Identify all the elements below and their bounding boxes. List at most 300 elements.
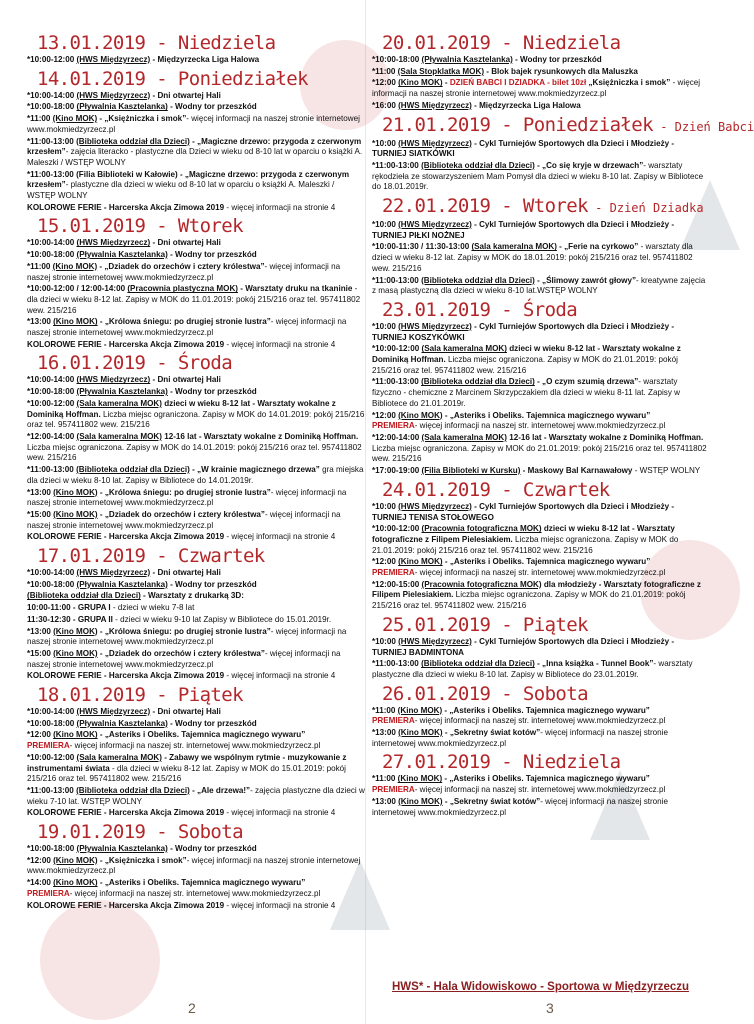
premiere-label: PREMIERA: [372, 568, 415, 578]
event-title: - Wodny tor przeszkód: [167, 718, 257, 728]
event-item: [27, 137, 365, 169]
event-time: KOLOROWE FERIE: [27, 532, 102, 542]
event-details: - warsztaty rękodzieła ze stowarzyszeniem Mam Pomysł dla dzieci w wieku 8-10 lat. Zapisy w Bibliotece do 18.01.2019r.: [372, 160, 704, 192]
event-time: *12:00: [27, 730, 51, 740]
event-item: [27, 262, 365, 283]
event-time: *11:00: [372, 705, 396, 715]
event-title: - Wodny tor przeszkód: [167, 579, 257, 589]
event-item: [372, 557, 707, 578]
event-details: gra miejska dla dzieci w wieku 8-10 lat. Zapisy w Bibliotece do 14.01.2019r.: [27, 465, 364, 485]
premiere-label: PREMIERA: [372, 785, 415, 795]
day-heading: [382, 752, 707, 773]
event-item: [372, 774, 707, 795]
day-date: 18.01.2019 - Piątek: [37, 684, 243, 707]
event-venue: (Kino MOK): [398, 78, 443, 88]
event-details: - więcej informacji na naszej stronie internetowej www.mokmiedzyrzecz.pl: [372, 796, 668, 817]
event-item: [372, 706, 707, 727]
event-venue: (Kino MOK): [397, 774, 443, 784]
event-item: [372, 797, 707, 818]
event-item: [372, 161, 707, 193]
event-venue: (HWS Międzyrzecz): [398, 321, 472, 331]
event-item: [27, 91, 365, 102]
day-section: [372, 300, 707, 477]
event-title: - Wodny tor przeszkód: [167, 102, 257, 112]
day-date: 21.01.2019 - Poniedziałek: [382, 113, 653, 136]
event-details: - więcej informacji na stronie 4: [224, 202, 336, 212]
event-item: [372, 411, 707, 432]
event-details: - więcej informacji na naszej stronie internetowej www.mokmiedzyrzecz.pl: [27, 855, 361, 876]
event-title: - Wodny tor przeszkód: [167, 844, 257, 854]
day-date: 13.01.2019 - Niedziela: [37, 32, 276, 54]
event-title: - Cykl Turniejów Sportowych dla Dzieci i Młodzieży - TURNIEJ PIŁKI NOŻNEJ: [372, 220, 675, 240]
event-details: - dzieci w wieku 7-8 lat: [110, 603, 195, 613]
event-title: - „Asteriks i Obeliks. Tajemnica magicznego wywaru”: [442, 774, 650, 784]
event-title: - „Ślimowy zawrót głowy”: [534, 275, 637, 285]
event-time: *10:00-18:00: [27, 844, 75, 854]
event-title: - „Królowa śniegu: po drugiej stronie lustra”: [97, 317, 271, 327]
day-date: 19.01.2019 - Sobota: [37, 821, 243, 844]
event-details: Liczba miejsc ograniczona. Zapisy w MOK do 21.01.2019: pokój 215/216 oraz tel. 957411802 wew. 215/216: [372, 355, 678, 375]
event-time: *10:00-18:00: [27, 250, 75, 260]
event-venue: (Kino MOK): [398, 728, 443, 738]
event-venue: (Sala kameralna MOK): [76, 752, 162, 762]
page-number: 2: [188, 1000, 196, 1016]
event-details: - dla dzieci w wieku 8-12 lat. Zapisy w MOK do 11.01.2019: pokój 215/216 oraz tel. 957411802 wew. 215/216: [27, 284, 361, 315]
event-venue: (Kino MOK): [53, 317, 98, 327]
day-date: 24.01.2019 - Czwartek: [382, 478, 610, 501]
event-title: - Cykl Turniejów Sportowych dla Dzieci i Młodzieży - TURNIEJ TENISA STOŁOWEGO: [372, 501, 675, 522]
event-details: Liczba miejsc ograniczona. Zapisy w MOK do 14.01.2019: pokój 215/216 oraz tel. 957411802 wew. 215/216: [27, 442, 362, 463]
event-time: *14:00: [27, 878, 51, 888]
event-time: *12:00: [372, 78, 396, 88]
event-item: [372, 322, 707, 343]
ornament-decoration: [40, 900, 160, 1020]
event-time: *10:00: [372, 321, 396, 331]
event-title: - Dni otwartej Hali: [150, 90, 221, 100]
event-item: [372, 466, 707, 477]
event-time: *10:00-18:00: [27, 102, 75, 112]
event-title: - „Księżniczka i smok”: [97, 855, 187, 865]
event-title: - Cykl Turniejów Sportowych dla Dzieci i Młodzieży - TURNIEJ KOSZYKÓWKI: [372, 321, 675, 342]
event-time: *11:00: [372, 774, 396, 784]
event-venue: (HWS Międzyrzecz): [76, 568, 151, 578]
event-details: - więcej informacji na stronie 4: [224, 808, 336, 818]
event-details: Liczba miejsc ograniczona. Zapisy w MOK do 21.01.2019: pokój 215/216 oraz tel. 957411802 wew. 215/216: [372, 443, 707, 464]
event-details: - więcej informacji na naszej stronie internetowej www.mokmiedzyrzecz.pl: [27, 648, 341, 669]
event-title: - Maskowy Bal Karnawałowy: [520, 466, 633, 476]
day-section: [27, 216, 365, 350]
event-details: - więcej informacji na naszej stronie internetowej www.mokmiedzyrzecz.pl: [27, 317, 347, 338]
event-item: [372, 101, 707, 112]
event-venue: (Kino MOK): [398, 796, 443, 806]
day-subtitle: - Dzień Babci: [652, 119, 754, 134]
event-venue: (Biblioteka oddział dla Dzieci): [421, 659, 535, 669]
event-venue: (Biblioteka oddział dla Dzieci): [421, 377, 535, 387]
event-venue: (Kino MOK): [53, 509, 98, 519]
event-item: [372, 580, 707, 612]
event-time: *11:00-13:00: [27, 169, 74, 179]
event-time: *12:00-14:00: [372, 432, 420, 442]
event-details: - więcej informacji na naszej str. internetowej www.mokmiedzyrzecz.pl: [69, 741, 321, 751]
event-venue: (Filia Biblioteki w Kursku): [421, 466, 521, 476]
event-venue: (Sala Stopklatka MOK): [397, 66, 485, 76]
event-venue: (Sala kameralna MOK): [471, 242, 557, 252]
event-venue: (Kino MOK): [53, 487, 98, 497]
event-title: - „Ale drzewa!”: [189, 785, 251, 795]
event-details: - więcej informacji na naszej str. internetowej www.mokmiedzyrzecz.pl: [69, 888, 321, 898]
day-heading: [37, 353, 365, 374]
day-date: 22.01.2019 - Wtorek: [382, 195, 588, 218]
event-item: [372, 55, 707, 66]
event-time: *10:00: [372, 138, 396, 148]
day-date: 26.01.2019 - Sobota: [382, 682, 588, 705]
event-time: *15:00: [27, 509, 51, 519]
event-venue: (HWS Międzyrzecz): [76, 375, 151, 385]
event-title: - Wodny tor przeszkód: [167, 387, 257, 397]
event-item: [27, 510, 365, 531]
event-time: KOLOROWE FERIE: [27, 202, 102, 212]
event-item: [372, 139, 707, 160]
event-item: [27, 317, 365, 338]
event-item: [27, 808, 365, 819]
event-item: [27, 399, 365, 431]
event-venue: (Pływalnia Kasztelanka): [76, 579, 168, 589]
day-heading: [37, 822, 365, 843]
event-title: - „Asteriks i Obeliks. Tajemnica magicznego wywaru”: [97, 730, 306, 740]
event-venue: (Pracownia plastyczna MOK): [127, 284, 238, 294]
event-venue: (Pływalnia Kasztelanka): [76, 844, 168, 854]
event-details: - więcej informacji na naszej stronie internetowej www.mokmiedzyrzecz.pl: [372, 728, 668, 748]
event-details: - więcej informacji na stronie 4: [224, 900, 336, 910]
event-item: [27, 375, 365, 386]
event-item: [27, 730, 365, 751]
event-time: KOLOROWE FERIE: [27, 808, 102, 818]
event-time: *11:00-13:00: [372, 275, 419, 285]
event-time: *12:00: [372, 410, 396, 420]
right-column: [372, 30, 754, 818]
event-title: - „Dziadek do orzechów i cztery królestwa”: [97, 509, 265, 519]
event-title: - Warsztaty druku na tkaninie: [238, 284, 353, 294]
event-time: *10:00-18:00: [27, 718, 75, 728]
event-time: KOLOROWE FERIE: [27, 339, 102, 349]
event-title: - „Sekretny świat kotów”: [442, 728, 541, 738]
day-section: [372, 196, 707, 297]
event-venue: (Kino MOK): [52, 114, 98, 124]
event-item: [27, 649, 365, 670]
event-title: - Dni otwartej Hali: [150, 238, 221, 248]
event-venue: (Kino MOK): [53, 626, 98, 636]
event-venue: (Sala kameralna MOK): [76, 431, 162, 441]
event-item: [372, 276, 707, 297]
event-venue: (Kino MOK): [53, 730, 98, 740]
event-venue: (HWS Międzyrzecz): [76, 238, 151, 248]
event-time: *10:00-11:30 / 11:30-13:00: [372, 242, 470, 252]
day-section: [372, 113, 754, 194]
event-venue: (Kino MOK): [52, 261, 98, 271]
event-item: [27, 465, 365, 486]
day-heading: [382, 196, 707, 219]
event-item: [27, 707, 365, 718]
day-heading: [37, 69, 365, 90]
event-details: - warsztaty dla dzieci w wieku 8-12 lat. Zapisy w MOK do 18.01.2019: pokój 215/216 oraz tel. 957411802 wew. 215/216: [372, 242, 693, 273]
event-title: 12-16 lat - Warsztaty wokalne z Dominiką Hoffman.: [161, 431, 359, 441]
event-venue: (Biblioteka oddział dla Dzieci): [27, 591, 141, 601]
event-item: [27, 340, 365, 351]
event-title: - Harcerska Akcja Zimowa 2019: [101, 808, 225, 818]
event-time: *11:00-13:00: [372, 659, 419, 669]
event-title: - „Królowa śniegu: po drugiej stronie lustra”: [97, 487, 271, 497]
event-item: [27, 488, 365, 509]
event-time: *10:00-18:00: [372, 55, 420, 64]
event-item: [27, 203, 365, 214]
event-details: - warsztaty fizyczno - chemiczne z Marcinem Skrzypczakiem dla dzieci w wieku 8-11 lat. Zapisy w Bibliotece do 21.01.2019r.: [372, 377, 680, 408]
event-time: 11:30-12:30: [27, 614, 71, 624]
event-item: [372, 659, 707, 680]
event-title: - „O czym szumią drzewa”: [534, 377, 639, 387]
event-venue: (Pływalnia Kasztelanka): [76, 102, 168, 112]
day-section: [372, 615, 707, 681]
page-number: 3: [546, 1000, 554, 1016]
event-item: [372, 728, 707, 749]
event-venue: (Sala kameralna MOK): [76, 398, 162, 408]
event-title: - Międzyrzecka Liga Halowa: [150, 55, 260, 64]
event-title: - „Dziadek do orzechów i cztery królestwa”: [97, 648, 265, 658]
event-time: *12:00: [27, 855, 51, 865]
event-item: [372, 220, 707, 241]
day-heading: [37, 216, 365, 237]
event-title: - „Ferie na cyrkowo”: [556, 242, 639, 252]
day-section: [372, 684, 707, 750]
event-venue: (Pracownia fotograficzna MOK): [421, 524, 542, 534]
day-heading: [382, 33, 707, 54]
event-title: - Warsztaty z drukarką 3D:: [140, 591, 244, 601]
premiere-label: PREMIERA: [372, 716, 415, 726]
event-venue: (Kino MOK): [398, 557, 443, 567]
event-venue: (Kino MOK): [53, 648, 98, 658]
event-time: *10:00-12:00 / 12:00-14:00: [27, 284, 126, 294]
day-heading: [382, 684, 707, 705]
day-section: [27, 353, 365, 543]
event-item: [27, 627, 365, 648]
event-title: - „W krainie magicznego drzewa”: [189, 465, 320, 475]
event-time: *12:00-14:00: [27, 431, 75, 441]
event-title: - Harcerska Akcja Zimowa 2019: [101, 202, 225, 212]
event-time: *10:00-12:00: [27, 398, 75, 408]
event-details: - zajęcia plastyczne dla dzieci w wieku 7-10 lat. WSTĘP WOLNY: [27, 785, 365, 806]
event-title: - Dni otwartej Hali: [150, 375, 221, 385]
premiere-label: PREMIERA: [27, 888, 70, 898]
event-venue: (Sala kameralna MOK): [421, 432, 507, 442]
event-time: *13:00: [372, 796, 396, 806]
event-time: KOLOROWE FERIE: [27, 900, 102, 910]
day-date: 15.01.2019 - Wtorek: [37, 215, 243, 238]
event-time: *11:00-13:00: [27, 136, 74, 146]
day-date: 17.01.2019 - Czwartek: [37, 545, 265, 568]
event-item: [27, 753, 365, 785]
day-section: [27, 69, 365, 214]
event-venue: (HWS Międzyrzecz): [398, 100, 472, 110]
event-title: - „Magiczne drzewo: przygoda z czerwonym krzesłem”: [27, 136, 362, 157]
event-venue: (Kino MOK): [398, 410, 443, 420]
event-time: *10:00: [372, 220, 396, 230]
event-item: [372, 433, 707, 465]
footer-note: HWS* - Hala Widowiskowo - Sportowa w Międzyrzeczu: [392, 981, 690, 993]
event-title: dzieci w wieku 8-12 lat - Warsztaty wokalne z Dominiką Hoffman.: [27, 398, 336, 419]
event-title: - GRUPA II: [70, 614, 113, 624]
event-item: [27, 603, 365, 614]
event-time: *10:00-12:00: [372, 524, 420, 534]
event-title: - Zabawy we wspólnym rytmie - muzykowanie z instrumentami świata: [27, 752, 347, 773]
day-date: 25.01.2019 - Piątek: [382, 613, 588, 636]
event-title: - Harcerska Akcja Zimowa 2019: [101, 532, 225, 542]
event-details: - więcej informacji na naszej stronie internetowej www.mokmiedzyrzecz.pl: [27, 261, 341, 282]
event-title: - „Królowa śniegu: po drugiej stronie lustra”: [97, 626, 271, 636]
event-item: [27, 284, 365, 316]
event-item: [372, 377, 707, 409]
day-section: [27, 546, 365, 682]
premiere-label: PREMIERA: [27, 741, 70, 751]
left-column: [27, 30, 365, 911]
event-item: [27, 591, 365, 602]
event-time: *15:00: [27, 648, 51, 658]
event-details: - więcej informacji na naszej str. internetowej www.mokmiedzyrzecz.pl: [414, 568, 666, 578]
event-details: - więcej informacji na naszej str. internetowej www.mokmiedzyrzecz.pl: [414, 716, 666, 726]
event-time: *10:00-14:00: [27, 238, 75, 248]
event-time: 10:00-11:00: [27, 603, 71, 613]
event-time: *10:00-14:00: [27, 375, 75, 385]
event-venue: (Pływalnia Kasztelanka): [76, 250, 168, 260]
event-title: - Cykl Turniejów Sportowych dla Dzieci i Młodzieży - TURNIEJ SIATKÓWKI: [372, 138, 675, 159]
event-title: - Wodny tor przeszkód: [512, 55, 602, 64]
event-item: [27, 114, 365, 135]
event-title: 12-16 lat - Warsztaty wokalne z Dominiką Hoffman.: [506, 432, 704, 442]
event-title: - Cykl Turniejów Sportowych dla Dzieci i Młodzieży - TURNIEJ BADMINTONA: [372, 636, 675, 657]
event-details: - więcej informacji na naszej stronie internetowej www.mokmiedzyrzecz.pl: [27, 509, 341, 530]
event-venue: (HWS Międzyrzecz): [398, 138, 472, 148]
event-time: *13:00: [27, 487, 51, 497]
day-date: 23.01.2019 - Środa: [382, 298, 578, 321]
day-date: 14.01.2019 - Poniedziałek: [37, 67, 308, 90]
event-details: - więcej informacji na naszej str. internetowej www.mokmiedzyrzecz.pl: [414, 785, 666, 795]
event-time: *10:00: [372, 636, 396, 646]
event-time: *10:00: [372, 501, 396, 511]
event-time: *11:00: [372, 66, 396, 76]
event-venue: (Kino MOK): [53, 878, 98, 888]
event-title: - GRUPA I: [70, 603, 111, 613]
event-venue: (Pływalnia Kasztelanka): [76, 387, 168, 397]
day-date: 27.01.2019 - Niedziela: [382, 751, 621, 774]
event-details: Liczba miejsc ograniczona. Zapisy w MOK do 21.01.2019: pokój 215/216 oraz tel. 957411802 wew. 215/216: [372, 534, 679, 555]
event-item: [27, 878, 365, 899]
event-details: - więcej informacji na stronie 4: [224, 339, 336, 349]
event-title: - Dni otwartej Hali: [150, 568, 221, 578]
event-title: dla młodzieży - Warsztaty fotograficzne z Filipem Pielesiakiem.: [372, 579, 701, 600]
event-title: - „Asteriks i Obeliks. Tajemnica magicznego wywaru”: [442, 410, 651, 420]
event-item: [372, 524, 707, 556]
day-heading: [37, 33, 365, 54]
event-item: [27, 786, 365, 807]
event-title: - „Księżniczka i smok”: [97, 114, 187, 124]
day-heading: [37, 546, 365, 567]
event-title: - Harcerska Akcja Zimowa 2019: [101, 671, 225, 681]
event-title: - „Dziadek do orzechów i cztery królestwa”: [97, 261, 265, 271]
day-heading: [382, 480, 707, 501]
event-item: [27, 856, 365, 877]
event-time: *11:00-13:00: [372, 377, 419, 387]
event-item: [372, 78, 707, 99]
event-item: [27, 387, 365, 398]
event-venue: (Biblioteka oddział dla Dzieci): [76, 785, 190, 795]
day-section: [372, 33, 707, 112]
event-time: *10:00-12:00: [27, 752, 75, 762]
event-details: - dzieci w wieku 9-10 lat Zapisy w Bibliotece do 15.01.2019r.: [112, 614, 332, 624]
event-title: - „Asteriks i Obeliks. Tajemnica magicznego wywaru”: [442, 705, 650, 715]
event-title: - Międzyrzecka Liga Halowa: [471, 100, 581, 110]
event-venue: (HWS Międzyrzecz): [76, 707, 151, 717]
day-section: [372, 480, 707, 612]
event-time: *10:00-18:00: [27, 387, 75, 397]
event-title: dzieci w wieku 8-12 lat - Warsztaty fotograficzne z Filipem Pielesiakiem.: [372, 524, 675, 544]
event-item: [27, 844, 365, 855]
day-date: 16.01.2019 - Środa: [37, 352, 233, 375]
event-time: *13:00: [372, 728, 396, 738]
event-details: - więcej informacji na naszej str. internetowej www.mokmiedzyrzecz.pl: [414, 421, 666, 431]
event-details: - więcej informacji na stronie 4: [224, 671, 336, 681]
event-time: *12:00: [372, 557, 396, 567]
event-time: *10:00-12:00: [27, 55, 75, 64]
event-time: *10:00-12:00: [372, 344, 420, 354]
day-heading: [37, 685, 365, 706]
event-time: *13:00: [27, 626, 51, 636]
premiere-label: PREMIERA: [372, 421, 415, 431]
event-venue: (HWS Międzyrzecz): [398, 501, 472, 511]
event-item: [27, 55, 365, 66]
event-title: - „Inna książka - Tunnel Book”: [534, 659, 654, 669]
event-venue: (Kino MOK): [53, 855, 98, 865]
event-venue: (Pływalnia Kasztelanka): [76, 718, 168, 728]
event-time: *11:00-13:00: [372, 160, 419, 170]
event-details: - więcej informacji na naszej stronie internetowej www.mokmiedzyrzecz.pl: [27, 114, 360, 134]
event-title: - „Asteriks i Obeliks. Tajemnica magicznego wywaru”: [442, 557, 651, 567]
day-section: [372, 752, 707, 818]
event-item: [27, 250, 365, 261]
event-venue: (HWS Międzyrzecz): [398, 636, 472, 646]
event-details: - dla dzieci w wieku 8-12 lat. Zapisy w MOK do 15.01.2019: pokój 215/216 oraz tel. 957411802 wew. 215/216: [27, 763, 346, 784]
event-item: [27, 719, 365, 730]
event-time: *11:00-13:00: [27, 465, 74, 475]
event-time: *11:00: [27, 114, 51, 124]
day-heading: [382, 300, 707, 321]
event-item: [27, 432, 365, 464]
event-venue: (Pływalnia Kasztelanka): [421, 55, 513, 64]
event-venue: (Biblioteka oddział dla Dzieci): [421, 160, 535, 170]
event-time: *12:00-15:00: [372, 579, 420, 589]
event-title: dzieci w wieku 8-12 lat - Warsztaty wokalne z Dominiką Hoffman.: [372, 344, 681, 365]
event-time: *11:00: [27, 261, 51, 271]
event-item: [27, 671, 365, 682]
event-venue: (Filia Biblioteki w Kałowie): [76, 169, 178, 179]
event-venue: (HWS Międzyrzecz): [76, 90, 151, 100]
event-item: [372, 67, 707, 78]
event-venue: (Sala kameralna MOK): [421, 344, 507, 354]
event-title: -: [442, 78, 450, 88]
event-venue: (Biblioteka oddział dla Dzieci): [76, 465, 190, 475]
day-heading: [382, 113, 754, 138]
event-time: *10:00-18:00: [27, 579, 75, 589]
event-item: [372, 344, 707, 376]
event-time: KOLOROWE FERIE: [27, 671, 102, 681]
event-time: *16:00: [372, 100, 396, 110]
